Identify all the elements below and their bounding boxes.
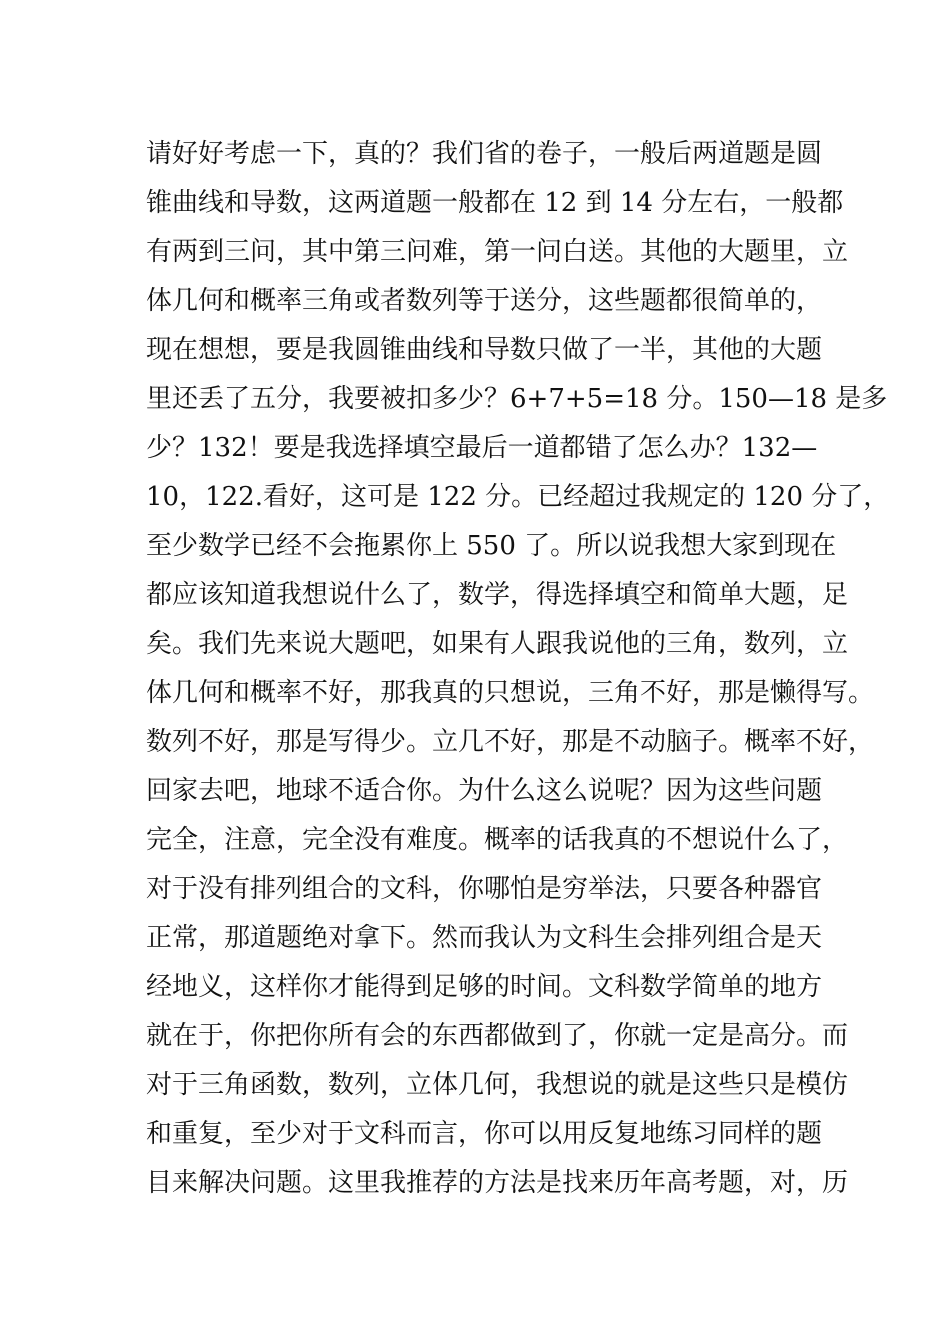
text-line: 数列不好，那是写得少。立几不好，那是不动脑子。概率不好， xyxy=(146,727,875,757)
text-line: 回家去吧，地球不适合你。为什么这么说呢？因为这些问题 xyxy=(146,776,823,806)
text-line: 体几何和概率不好，那我真的只想说，三角不好，那是懒得写。 xyxy=(146,678,875,708)
text-line: 里还丢了五分，我要被扣多少？6+7+5=18 分。150—18 是多 xyxy=(146,384,888,414)
text-line: 对于三角函数，数列，立体几何，我想说的就是这些只是模仿 xyxy=(146,1070,849,1100)
text-line: 少？132！要是我选择填空最后一道都错了怎么办？132— xyxy=(146,433,818,463)
body-text xyxy=(146,130,890,1208)
text-line: 对于没有排列组合的文科，你哪怕是穷举法，只要各种器官 xyxy=(146,874,823,904)
text-line: 至少数学已经不会拖累你上 550 了。所以说我想大家到现在 xyxy=(146,531,837,561)
text-line: 完全，注意，完全没有难度。概率的话我真的不想说什么了， xyxy=(146,825,849,855)
text-line: 锥曲线和导数，这两道题一般都在 12 到 14 分左右，一般都 xyxy=(146,188,844,218)
text-line: 就在于，你把你所有会的东西都做到了，你就一定是高分。而 xyxy=(146,1021,849,1051)
text-line: 正常，那道题绝对拿下。然而我认为文科生会排列组合是天 xyxy=(146,923,823,953)
text-line: 都应该知道我想说什么了，数学，得选择填空和简单大题，足 xyxy=(146,580,849,610)
text-line: 矣。我们先来说大题吧，如果有人跟我说他的三角，数列，立 xyxy=(146,629,849,659)
text-line: 经地义，这样你才能得到足够的时间。文科数学简单的地方 xyxy=(146,972,823,1002)
text-line: 目来解决问题。这里我推荐的方法是找来历年高考题，对，历 xyxy=(146,1168,849,1198)
text-line: 体几何和概率三角或者数列等于送分，这些题都很简单的， xyxy=(146,286,823,316)
text-line: 有两到三问，其中第三问难，第一问白送。其他的大题里，立 xyxy=(146,237,849,267)
text-line: 10，122.看好，这可是 122 分。已经超过我规定的 120 分了， xyxy=(146,482,890,512)
text-line: 和重复，至少对于文科而言，你可以用反复地练习同样的题 xyxy=(146,1119,823,1149)
text-line: 请好好考虑一下，真的？我们省的卷子，一般后两道题是圆 xyxy=(146,139,823,169)
text-line: 现在想想，要是我圆锥曲线和导数只做了一半，其他的大题 xyxy=(146,335,823,365)
